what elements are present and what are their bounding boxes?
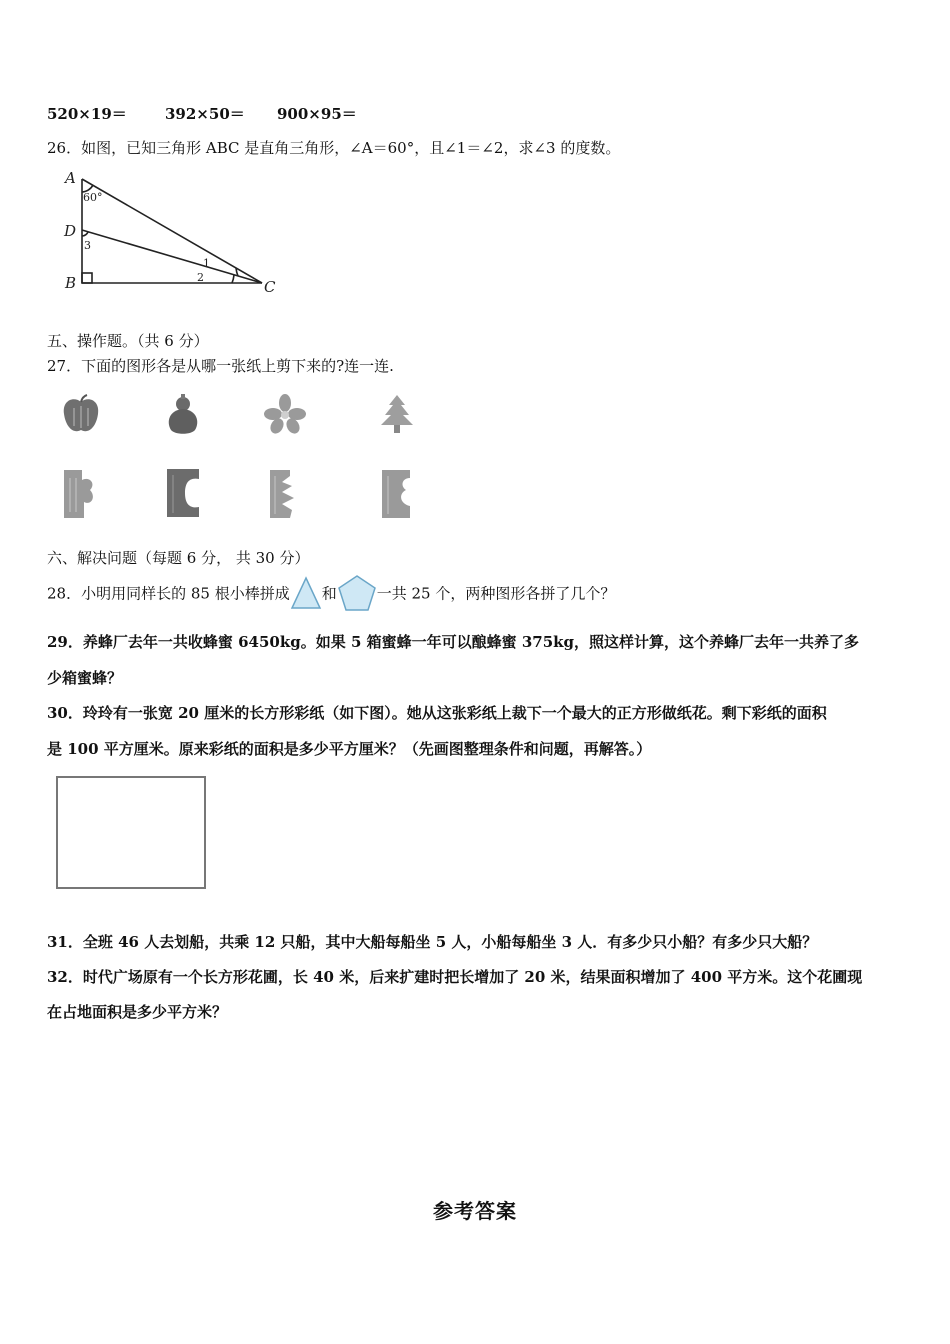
calc-item-1: 520×19＝ — [47, 105, 127, 123]
paper-1-icon — [62, 468, 98, 520]
question-32-line-1: 32．时代广场原有一个长方形花圃，长 40 米，后来扩建时把长增加了 20 米，结果面积增加了 400 平方米。这个花圃现 — [47, 968, 863, 986]
apple-cutout-icon — [60, 394, 102, 436]
triangle-figure — [60, 166, 290, 301]
right-angle-mark — [82, 273, 92, 283]
answer-title: 参考答案 — [433, 1199, 517, 1223]
angle-2-arc — [232, 275, 234, 283]
label-c: C — [264, 278, 276, 296]
label-a: A — [65, 169, 76, 187]
label-angle-3: 3 — [84, 239, 91, 252]
calc-item-3: 900×95＝ — [277, 105, 357, 123]
label-angle-a: 60° — [83, 191, 103, 204]
calc-row — [47, 103, 357, 124]
question-28-text-c: 一共 25 个，两种图形各拼了几个？ — [376, 584, 616, 603]
question-30-line-1: 30．玲玲有一张宽 20 厘米的长方形彩纸（如下图）。她从这张彩纸上裁下一个最大的正方形做纸花。剩下彩纸的面积 — [47, 704, 827, 722]
calc-item-2: 392×50＝ — [165, 105, 245, 123]
question-29-line-2: 少箱蜜蜂？ — [47, 669, 123, 687]
label-d: D — [64, 222, 77, 240]
label-angle-2: 2 — [197, 271, 204, 284]
angle-3-arc — [82, 232, 88, 236]
paper-rectangle — [56, 776, 206, 889]
triangle-shape-icon — [290, 576, 322, 610]
question-30-line-2: 是 100 平方厘米。原来彩纸的面积是多少平方厘米？（先画图整理条件和问题，再解答。） — [47, 740, 652, 758]
question-32-line-2: 在占地面积是多少平方米？ — [47, 1003, 228, 1021]
gourd-cutout-icon — [163, 392, 203, 436]
paper-4-icon — [380, 468, 416, 520]
question-29-line-1: 29．养蜂厂去年一共收蜂蜜 6450kg。如果 5 箱蜜蜂一年可以酿蜂蜜 375kg，照这样计算，这个养蜂厂去年一共养了多 — [47, 633, 860, 651]
label-b: B — [65, 274, 77, 292]
section-5-heading: 五、操作题。（共 6 分） — [47, 332, 209, 350]
question-26: 26．如图，已知三角形 ABC 是直角三角形，∠A＝60°，且∠1＝∠2，求∠3 的度数。 — [47, 139, 621, 157]
label-angle-1: 1 — [203, 257, 210, 270]
paper-2-icon — [165, 467, 201, 519]
question-27: 27．下面的图形各是从哪一张纸上剪下来的?连一连. — [47, 357, 394, 375]
pentagon-shape-icon — [337, 574, 377, 612]
question-28 — [47, 574, 615, 612]
flower-cutout-icon — [264, 394, 306, 434]
section-6-heading: 六、解决问题（每题 6 分， 共 30 分） — [47, 549, 310, 567]
segment-dc — [82, 230, 262, 283]
paper-3-icon — [268, 468, 304, 520]
question-28-text-b: 和 — [321, 584, 337, 603]
tree-cutout-icon — [377, 393, 417, 435]
question-28-text-a: 28．小明用同样长的 85 根小棒拼成 — [47, 584, 290, 603]
side-ac — [82, 179, 262, 283]
question-31: 31．全班 46 人去划船，共乘 12 只船，其中大船每船坐 5 人，小船每船坐 3 人．有多少只小船？有多少只大船？ — [47, 933, 818, 951]
